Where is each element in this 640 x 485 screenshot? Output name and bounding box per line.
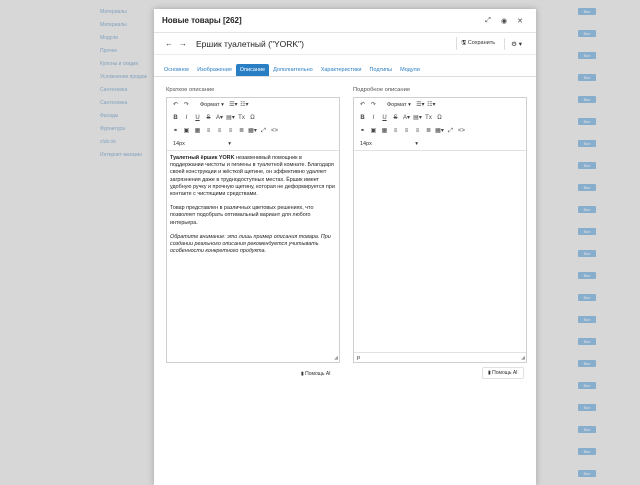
link-icon[interactable]: ⚭: [359, 127, 366, 134]
fullscreen-editor-icon[interactable]: ⤢: [448, 127, 453, 134]
close-icon[interactable]: ✕: [517, 17, 523, 25]
highlight-color-icon[interactable]: ▤▾: [413, 114, 422, 121]
editor-status-path: p: [354, 352, 526, 362]
save-label: Сохранить: [467, 40, 496, 46]
save-button[interactable]: [456, 37, 501, 50]
description-paragraph-3: Обратите внимание: это лишь пример описания товара. При создании реального описания рекомендуется учитывать особенности конкретного продукта.: [170, 233, 331, 255]
next-arrow-icon[interactable]: →: [179, 39, 187, 48]
new-products-modal: [154, 9, 536, 485]
text-color-icon[interactable]: A▾: [402, 114, 410, 121]
table-icon[interactable]: ▦▾: [248, 127, 257, 134]
format-dropdown[interactable]: Формат ▾: [200, 101, 224, 108]
italic-icon[interactable]: I: [372, 114, 375, 121]
special-char-icon[interactable]: Ω: [437, 114, 442, 121]
tab-images[interactable]: Изображения: [197, 67, 232, 73]
short-description-content[interactable]: [167, 151, 339, 266]
full-description-content[interactable]: [354, 151, 526, 159]
source-code-icon[interactable]: <>: [270, 127, 278, 134]
underline-icon[interactable]: U: [382, 114, 387, 121]
underline-icon[interactable]: U: [195, 114, 200, 121]
image-icon[interactable]: ▣: [370, 127, 377, 134]
bold-icon[interactable]: B: [360, 114, 365, 121]
editor-toolbar: [167, 98, 339, 151]
modal-header: [154, 9, 536, 33]
link-icon[interactable]: ⚭: [172, 127, 179, 134]
strikethrough-icon[interactable]: S: [206, 114, 211, 121]
align-right-icon[interactable]: ≡: [415, 127, 420, 134]
clear-format-icon[interactable]: Tx: [238, 114, 245, 121]
font-size-dropdown[interactable]: 14px ▾: [173, 140, 231, 147]
short-description-label: Краткое описание: [166, 87, 215, 93]
fullscreen-icon[interactable]: ⤢: [485, 16, 491, 24]
undo-icon[interactable]: ↶: [172, 101, 179, 108]
special-char-icon[interactable]: Ω: [250, 114, 255, 121]
resize-handle-icon[interactable]: ◢: [521, 355, 525, 361]
tab-characteristics[interactable]: Характеристики: [320, 67, 362, 73]
format-dropdown[interactable]: Формат ▾: [387, 101, 411, 108]
product-toolbar: [154, 33, 536, 55]
image-icon[interactable]: ▣: [183, 127, 190, 134]
description-paragraph-2: Товар представлен в различных цветовых решениях, что позволяет подобрать оптимальный вариант для любого интерьера.: [170, 205, 314, 226]
numbered-list-icon[interactable]: ☰▾: [229, 101, 238, 108]
redo-icon[interactable]: ↷: [183, 101, 190, 108]
table-icon[interactable]: ▦▾: [435, 127, 444, 134]
product-name: Ершик туалетный ("YORK"): [196, 38, 304, 49]
media-icon[interactable]: ▦: [381, 127, 388, 134]
text-color-icon[interactable]: A▾: [215, 114, 223, 121]
modal-title: Новые товары [262]: [162, 16, 242, 25]
highlight-color-icon[interactable]: ▤▾: [226, 114, 235, 121]
undo-icon[interactable]: ↶: [359, 101, 366, 108]
fullscreen-editor-icon[interactable]: ⤢: [261, 127, 266, 134]
strikethrough-icon[interactable]: S: [393, 114, 398, 121]
align-center-icon[interactable]: ≡: [404, 127, 409, 134]
short-description-editor: [166, 97, 340, 363]
bold-icon[interactable]: B: [173, 114, 178, 121]
prev-arrow-icon[interactable]: ←: [165, 39, 173, 48]
bullet-list-icon[interactable]: ☷▾: [240, 101, 249, 108]
full-description-label: Подробное описание: [353, 87, 411, 93]
resize-handle-icon[interactable]: ◢: [334, 355, 338, 361]
short-ai-help-button[interactable]: ▮ Помощь AI: [295, 368, 337, 380]
tab-main[interactable]: Основное: [164, 67, 190, 73]
bullet-list-icon[interactable]: ☷▾: [427, 101, 436, 108]
editor-toolbar: [354, 98, 526, 151]
redo-icon[interactable]: ↷: [370, 101, 377, 108]
tab-additional[interactable]: Дополнительно: [273, 67, 313, 73]
clear-format-icon[interactable]: Tx: [425, 114, 432, 121]
tab-bar: [154, 59, 536, 77]
align-left-icon[interactable]: ≡: [206, 127, 211, 134]
align-center-icon[interactable]: ≡: [217, 127, 222, 134]
save-icon: 🖫: [461, 40, 468, 46]
italic-icon[interactable]: I: [185, 114, 188, 121]
tab-description[interactable]: Описание: [236, 64, 269, 76]
source-code-icon[interactable]: <>: [457, 127, 465, 134]
description-paragraph-1: незаменимый помощник в поддержании чистоты и гигиены в туалетной комнате. Благодаря своей конструкции и жёсткой щетине, он эффективно удаляет загрязнения даже в труднодоступных местах. Ёршик имеет удобную ручку и прочную щетину, которая не деформируется при контакте с чистящими средствами.: [170, 155, 335, 198]
tab-modules[interactable]: Модули: [400, 67, 420, 73]
ai-icon: ▮: [301, 371, 306, 377]
font-size-dropdown[interactable]: 14px ▾: [360, 140, 418, 147]
full-description-editor: [353, 97, 527, 363]
full-ai-help-button[interactable]: ▮ Помощь AI: [482, 367, 524, 379]
align-left-icon[interactable]: ≡: [393, 127, 398, 134]
align-justify-icon[interactable]: ≣: [238, 127, 245, 134]
eye-icon[interactable]: ◉: [500, 17, 508, 25]
align-right-icon[interactable]: ≡: [228, 127, 233, 134]
settings-dropdown[interactable]: ⚙ ▾: [504, 38, 528, 50]
numbered-list-icon[interactable]: ☰▾: [416, 101, 425, 108]
ai-icon: ▮: [488, 370, 493, 376]
media-icon[interactable]: ▦: [194, 127, 201, 134]
align-justify-icon[interactable]: ≣: [425, 127, 432, 134]
product-name-bold: Туалетный ёршик YORK: [170, 155, 235, 161]
tab-subtypes[interactable]: Подтипы: [369, 67, 393, 73]
